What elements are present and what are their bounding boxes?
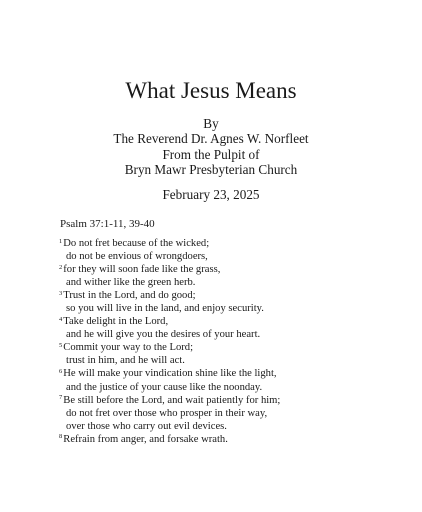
byline-by: By [203, 116, 219, 131]
verse-text: trust in him, and he will act. [66, 355, 185, 367]
sermon-byline [0, 116, 422, 177]
scripture-reference: Psalm 37:1-11, 39-40 [60, 218, 155, 230]
verse-line [59, 302, 280, 315]
verse-line [59, 289, 280, 302]
verse-line [59, 263, 280, 276]
verse-text: Trust in the Lord, and do good; [63, 290, 196, 302]
verse-line [59, 394, 280, 407]
verse-text: Do not fret because of the wicked; [63, 238, 210, 249]
verse-line [59, 341, 280, 354]
verse-text: Commit your way to the Lord; [63, 342, 194, 354]
verse-line [59, 433, 280, 446]
verse-text: and wither like the green herb. [66, 277, 196, 289]
verse-line [59, 367, 280, 380]
verse-text: Take delight in the Lord, [63, 316, 169, 328]
verse-number: 1 [59, 237, 63, 245]
verse-text: so you will live in the land, and enjoy security. [66, 303, 264, 315]
verse-number: 4 [59, 315, 63, 323]
verse-number: 3 [59, 289, 63, 297]
byline-church: Bryn Mawr Presbyterian Church [124, 161, 298, 177]
verse-line [59, 420, 280, 433]
verse-number: 2 [59, 263, 63, 271]
byline-from: From the Pulpit of [162, 146, 260, 162]
verse-number: 8 [59, 433, 63, 441]
verse-line [59, 407, 280, 420]
verse-text: do not fret over those who prosper in their way, [66, 407, 268, 419]
verse-line [59, 250, 280, 263]
sermon-title: What Jesus Means [125, 78, 297, 103]
verse-line [59, 328, 280, 341]
verse-line [59, 315, 280, 328]
verse-text: Be still before the Lord, and wait patiently for him; [63, 394, 281, 406]
verse-text: and he will give you the desires of your heart. [66, 329, 261, 341]
verse-line [59, 381, 280, 394]
verse-text: over those who carry out evil devices. [66, 420, 227, 432]
byline-author: The Reverend Dr. Agnes W. Norfleet [113, 131, 309, 147]
verse-line [59, 354, 280, 367]
verse-number: 7 [59, 394, 63, 402]
verse-line [59, 276, 280, 289]
sermon-date: February 23, 2025 [162, 187, 260, 202]
verse-text: Refrain from anger, and forsake wrath. [63, 433, 228, 445]
verse-line [59, 237, 280, 250]
verse-text: do not be envious of wrongdoers, [66, 251, 208, 263]
verse-number: 5 [59, 341, 63, 349]
verse-text: for they will soon fade like the grass, [63, 264, 221, 276]
verse-text: and the justice of your cause like the noonday. [66, 381, 263, 393]
scripture-text [59, 237, 280, 446]
verse-text: He will make your vindication shine like the light, [63, 368, 277, 380]
verse-number: 6 [59, 367, 63, 375]
